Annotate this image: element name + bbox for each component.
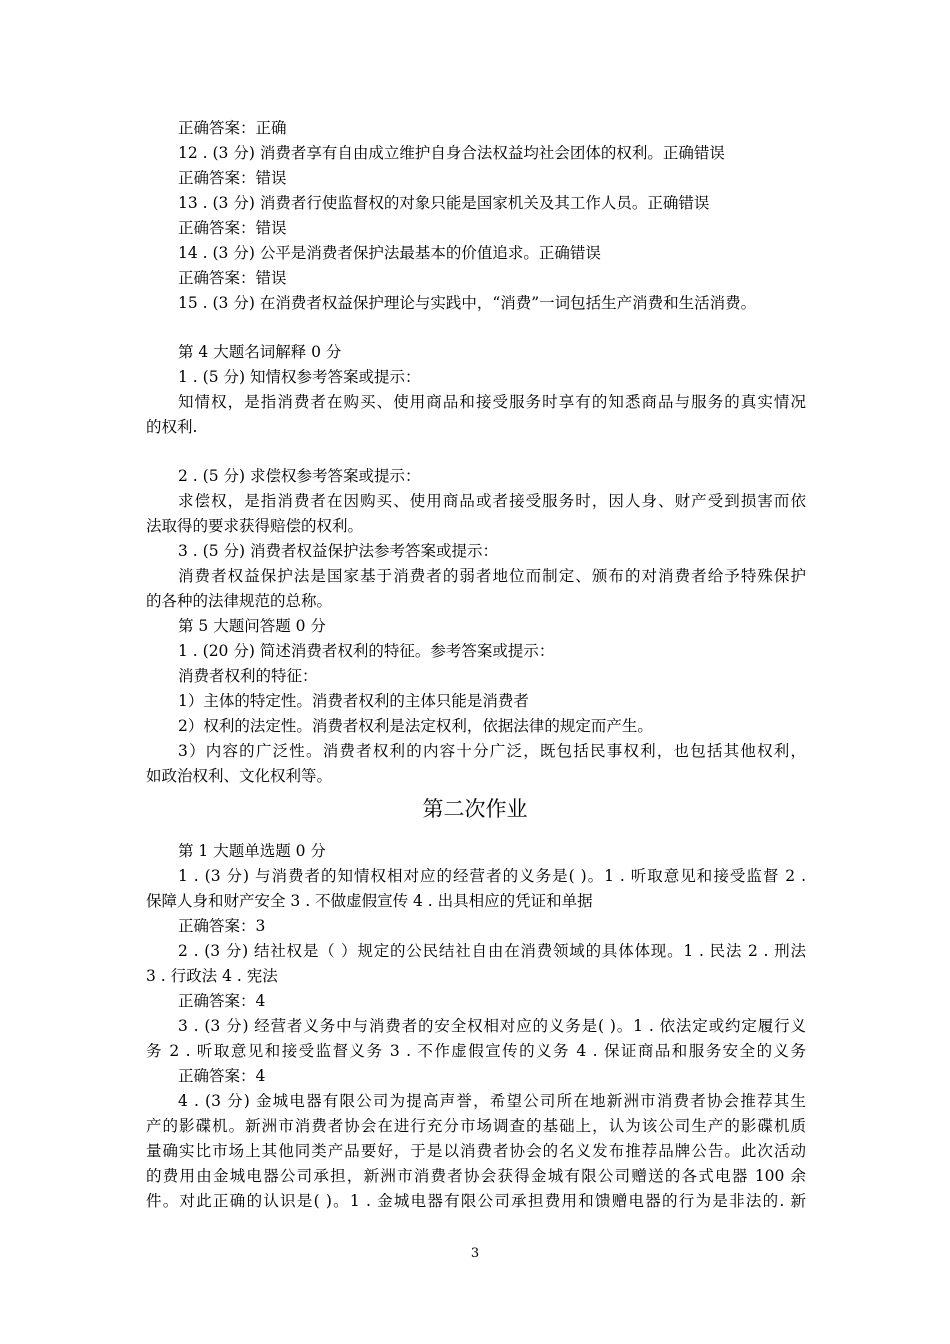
question-line: 务 2 . 听取意见和接受监督义务 3 . 不作虚假宣传的义务 4 . 保证商品和服务安全的义务: [146, 1042, 806, 1060]
section-heading: 第 1 大题单选题 0 分: [178, 842, 326, 860]
answer-line: 正确答案：4: [178, 1067, 266, 1085]
section-heading: 第 4 大题名词解释 0 分: [178, 343, 342, 361]
question-line: 12 . (3 分) 消费者享有自由成立维护自身合法权益均社会团体的权利。正确错误: [178, 144, 725, 162]
answer-line: 正确答案：正确: [178, 119, 287, 137]
question-line: 3 . (3 分) 经营者义务中与消费者的安全权相对应的义务是( )。1 . 依法定或约定履行义: [178, 1017, 806, 1035]
question-line: 件。对此正确的认识是( )。1 . 金城电器有限公司承担费用和馈赠电器的行为是非法的. 新: [146, 1192, 806, 1210]
question-line: 2 . (3 分) 结社权是（ ）规定的公民结社自由在消费领域的具体体现。1 . 民法 2 . 刑法: [178, 942, 806, 960]
answer-text: 的权利.: [146, 418, 198, 436]
question-line: 产的影碟机。新洲市消费者协会在进行充分市场调查的基础上，认为该公司生产的影碟机质: [146, 1117, 806, 1135]
question-line: 保障人身和财产安全 3 . 不做虚假宣传 4 . 出具相应的凭证和单据: [146, 892, 593, 910]
question-line: 1 . (5 分) 知情权参考答案或提示：: [178, 368, 421, 386]
question-line: 13 . (3 分) 消费者行使监督权的对象只能是国家机关及其工作人员。正确错误: [178, 194, 710, 212]
answer-line: 正确答案：3: [178, 917, 266, 935]
section-heading: 第 5 大题问答题 0 分: [178, 617, 326, 635]
answer-line: 正确答案：错误: [178, 269, 287, 287]
question-line: 3 . 行政法 4 . 宪法: [146, 967, 278, 985]
question-line: 量确实比市场上其他同类产品要好，于是以消费者协会的名义发布推荐品牌公告。此次活动: [146, 1142, 806, 1160]
answer-text: 的各种的法律规范的总称。: [146, 592, 333, 610]
question-line: 14 . (3 分) 公平是消费者保护法最基本的价值追求。正确错误: [178, 244, 601, 262]
answer-text: 求偿权，是指消费者在因购买、使用商品或者接受服务时，因人身、财产受到损害而依: [178, 492, 806, 510]
answer-text: 消费者权益保护法是国家基于消费者的弱者地位而制定、颁布的对消费者给予特殊保护: [178, 567, 806, 585]
question-line: 3 . (5 分) 消费者权益保护法参考答案或提示：: [178, 542, 498, 560]
question-line: 的费用由金城电器公司承担，新洲市消费者协会获得金城有限公司赠送的各式电器 100 余: [146, 1167, 806, 1185]
answer-text: 3）内容的广泛性。消费者权利的内容十分广泛，既包括民事权利，也包括其他权利，: [178, 742, 806, 760]
answer-text: 法取得的要求获得赔偿的权利。: [146, 517, 364, 535]
question-line: 15 . (3 分) 在消费者权益保护理论与实践中，“消费”一词包括生产消费和生活消费。: [178, 294, 757, 312]
question-line: 2 . (5 分) 求偿权参考答案或提示：: [178, 467, 421, 485]
section-title: 第二次作业: [422, 797, 528, 821]
answer-text: 消费者权利的特征：: [178, 667, 318, 685]
answer-line: 正确答案：错误: [178, 219, 287, 237]
answer-line: 正确答案：错误: [178, 169, 287, 187]
question-line: 4 . (3 分) 金城电器有限公司为提高声誉，希望公司所在地新洲市消费者协会推荐其生: [178, 1092, 806, 1110]
answer-line: 正确答案：4: [178, 992, 266, 1010]
answer-text: 知情权，是指消费者在购买、使用商品和接受服务时享有的知悉商品与服务的真实情况: [178, 393, 806, 411]
page-number: 3: [470, 1246, 480, 1261]
question-line: 1 . (3 分) 与消费者的知情权相对应的经营者的义务是( )。1 . 听取意见和接受监督 2 .: [178, 867, 806, 885]
answer-text: 如政治权利、文化权利等。: [146, 767, 333, 785]
answer-text: 1）主体的特定性。消费者权利的主体只能是消费者: [178, 692, 529, 710]
question-line: 1 . (20 分) 简述消费者权利的特征。参考答案或提示：: [178, 642, 555, 660]
answer-text: 2）权利的法定性。消费者权利是法定权利，依据法律的规定而产生。: [178, 717, 653, 735]
